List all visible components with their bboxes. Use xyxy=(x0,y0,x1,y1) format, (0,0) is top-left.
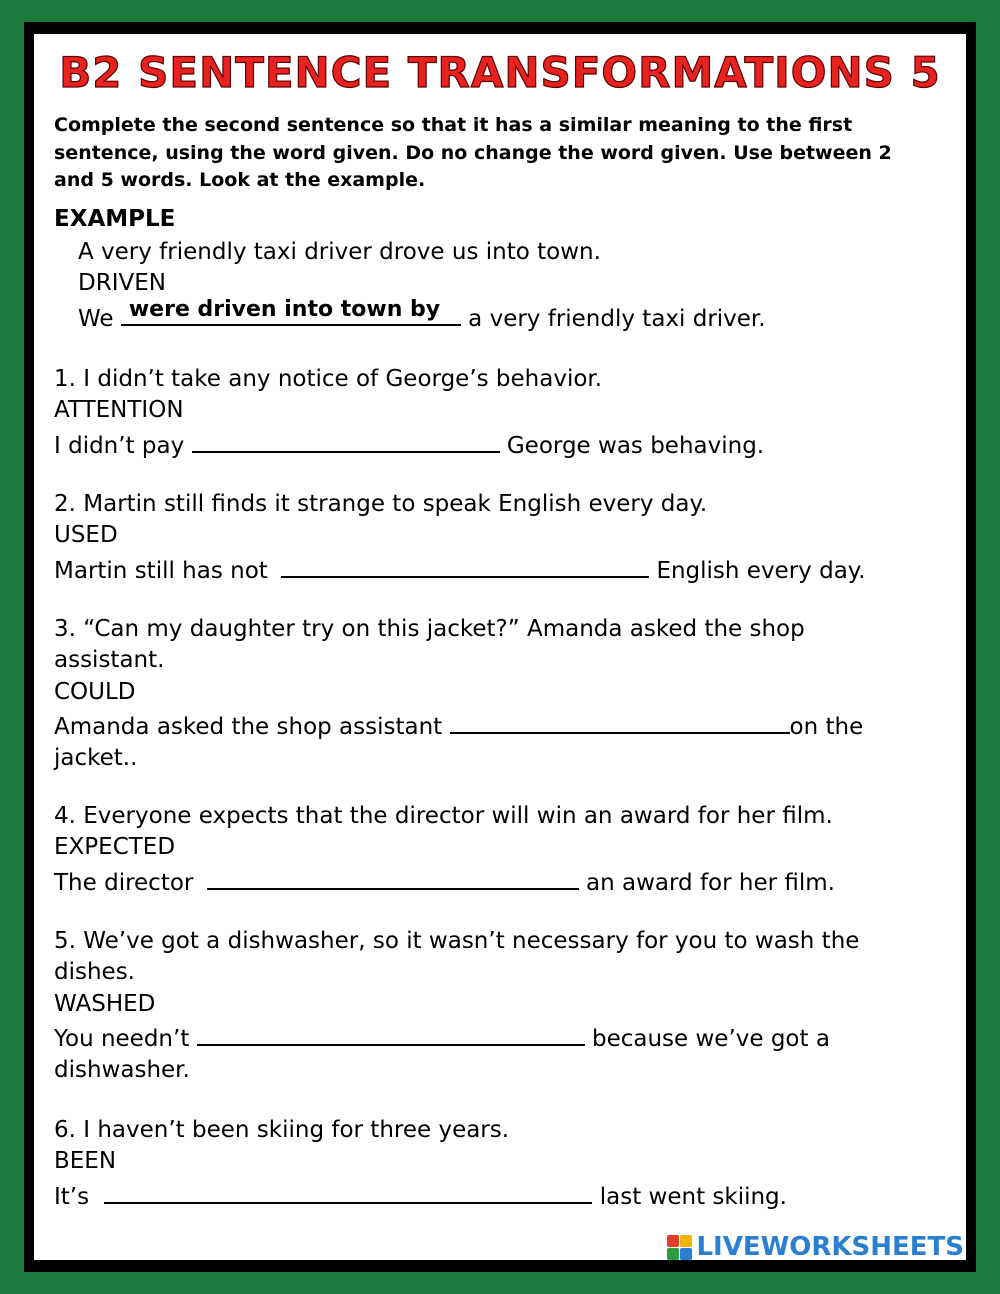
question-suffix: jacket.. xyxy=(54,745,138,772)
question-answer-line xyxy=(54,864,954,899)
answer-input-6[interactable] xyxy=(104,1178,592,1204)
liveworksheets-logo-icon xyxy=(667,1235,692,1260)
instructions-line: sentence, using the word given. Do no change the word given. Use between 2 xyxy=(54,141,892,164)
instructions xyxy=(54,112,954,195)
question-keyword: ATTENTION xyxy=(54,397,184,424)
question-prefix: The director xyxy=(54,869,194,896)
question-suffix: last went skiing. xyxy=(599,1183,787,1210)
page-title: B2 SENTENCE TRANSFORMATIONS 5 xyxy=(59,48,941,97)
question-3 xyxy=(54,614,954,774)
worksheet xyxy=(34,34,966,1260)
liveworksheets-logo-text: LIVEWORKSHEETS xyxy=(696,1232,964,1262)
question-1 xyxy=(54,364,954,462)
question-prefix: I didn’t pay xyxy=(54,432,185,459)
question-keyword: USED xyxy=(54,522,118,549)
answer-input-4[interactable] xyxy=(207,864,579,890)
instructions-line: and 5 words. Look at the example. xyxy=(54,169,426,191)
answer-input-1[interactable] xyxy=(192,427,500,453)
question-sentence: 4. Everyone expects that the director will win an award for her film. xyxy=(54,803,833,829)
question-sentence: 3. “Can my daughter try on this jacket?” Amanda asked the shop xyxy=(54,616,805,642)
answer-input-2[interactable] xyxy=(281,552,649,578)
question-suffix: because we’ve got a xyxy=(591,1025,830,1052)
example-answer: were driven into town by xyxy=(128,297,441,323)
question-answer-line xyxy=(54,708,954,743)
question-sentence: 6. I haven’t been skiing for three years. xyxy=(54,1117,510,1143)
instructions-line: Complete the second sentence so that it has a similar meaning to the first xyxy=(54,114,853,136)
question-suffix: George was behaving. xyxy=(506,432,765,459)
example-keyword: DRIVEN xyxy=(78,270,166,297)
question-answer-line xyxy=(54,552,954,587)
question-prefix: You needn’t xyxy=(54,1025,190,1052)
question-sentence: 2. Martin still finds it strange to speak English every day. xyxy=(54,491,708,517)
question-sentence: 1. I didn’t take any notice of George’s behavior. xyxy=(54,366,603,392)
question-answer-line xyxy=(54,427,954,462)
liveworksheets-logo xyxy=(667,1232,964,1262)
answer-input-5[interactable] xyxy=(197,1020,585,1046)
question-keyword: COULD xyxy=(54,678,136,705)
logo-square xyxy=(680,1235,692,1247)
question-sentence: 5. We’ve got a dishwasher, so it wasn’t necessary for you to wash the xyxy=(54,928,860,954)
question-2 xyxy=(54,489,954,587)
question-answer-line xyxy=(54,1178,954,1213)
question-prefix: It’s xyxy=(54,1183,90,1210)
logo-square xyxy=(680,1248,692,1260)
logo-square xyxy=(667,1235,679,1247)
question-keyword: EXPECTED xyxy=(54,834,176,861)
question-suffix: dishwasher. xyxy=(54,1057,190,1084)
question-suffix: an award for her film. xyxy=(586,869,835,896)
question-prefix: Martin still has not xyxy=(54,557,268,584)
question-answer-line xyxy=(54,1020,954,1055)
example-answer-blank xyxy=(121,297,461,326)
answer-input-3[interactable] xyxy=(450,708,790,734)
question-suffix: English every day. xyxy=(656,557,866,584)
question-keyword: WASHED xyxy=(54,990,156,1017)
question-6 xyxy=(54,1115,954,1213)
question-4 xyxy=(54,801,954,899)
question-prefix: Amanda asked the shop assistant xyxy=(54,713,443,740)
question-sentence: assistant. xyxy=(54,647,165,674)
question-sentence: dishes. xyxy=(54,959,135,986)
question-suffix: on the xyxy=(789,713,864,740)
logo-square xyxy=(667,1248,679,1260)
example-sentence: A very friendly taxi driver drove us into town. xyxy=(78,239,601,265)
question-keyword: BEEN xyxy=(54,1148,117,1175)
example-prefix: We xyxy=(78,305,114,332)
example-heading: EXAMPLE xyxy=(54,206,176,232)
example-suffix: a very friendly taxi driver. xyxy=(468,305,766,332)
question-5 xyxy=(54,926,954,1086)
example-answer-line xyxy=(54,297,954,335)
example-block xyxy=(54,237,954,335)
